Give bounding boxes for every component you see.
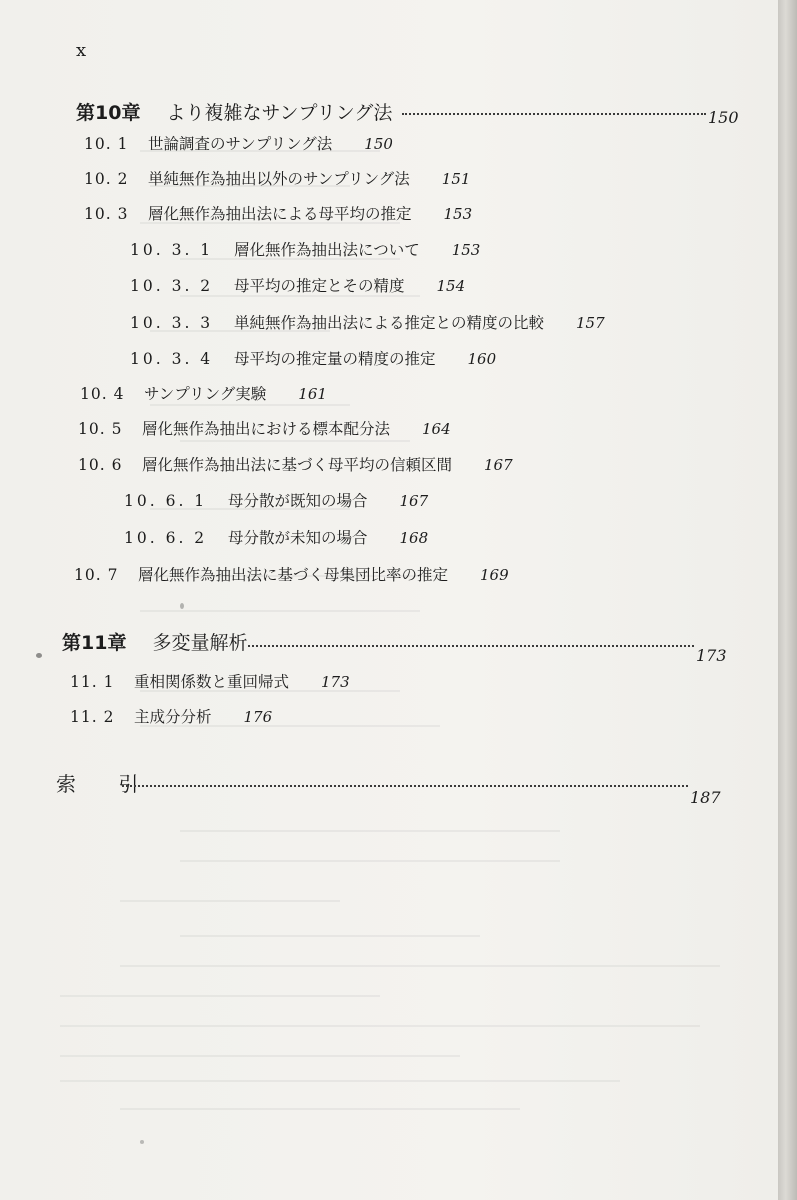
section-number: 10. 1	[84, 135, 129, 153]
chapter-title: より複雑なサンプリング法	[166, 102, 393, 124]
toc-subentry	[130, 274, 465, 296]
section-number: 10. 3. 2	[130, 277, 214, 295]
section-page: 167	[399, 492, 429, 510]
toc-subentry	[130, 238, 480, 260]
section-page: 153	[451, 241, 481, 259]
section-page: 167	[484, 456, 513, 474]
dot-leader	[402, 113, 706, 115]
paper-speck	[140, 1140, 144, 1144]
section-number: 10. 7	[74, 566, 119, 584]
section-number: 11. 2	[70, 708, 115, 726]
section-title: 母平均の推定量の精度の推定	[234, 350, 436, 368]
section-title: 母分散が既知の場合	[228, 492, 368, 510]
section-number: 10. 3. 3	[130, 314, 214, 332]
section-page: 150	[364, 135, 393, 153]
toc-entry	[70, 670, 350, 692]
section-title: 層化無作為抽出法に基づく母平均の信頼区間	[142, 456, 453, 474]
section-page: 176	[243, 708, 273, 726]
section-number: 10. 5	[78, 420, 123, 438]
section-page: 154	[436, 277, 466, 295]
section-title: 単純無作為抽出法による推定との精度の比較	[234, 314, 545, 332]
section-title: 単純無作為抽出以外のサンプリング法	[148, 170, 410, 188]
section-title: 層化無作為抽出法について	[234, 241, 420, 259]
index-page-number: 187	[690, 788, 721, 807]
toc-entry	[78, 417, 451, 439]
toc-entry	[84, 132, 393, 154]
dot-leader	[122, 785, 688, 787]
section-title: 母分散が未知の場合	[228, 529, 368, 547]
index-heading: 索 引	[56, 772, 157, 796]
section-title: 母平均の推定とその精度	[234, 277, 405, 295]
section-number: 10. 4	[80, 385, 125, 403]
section-page: 164	[422, 420, 451, 438]
toc-entry	[70, 705, 272, 727]
section-number: 10. 6. 2	[124, 529, 208, 547]
section-title: 重相関係数と重回帰式	[134, 673, 290, 691]
section-title: 主成分分析	[134, 708, 212, 726]
chapter-page-number: 150	[708, 108, 739, 127]
page-edge-shadow	[778, 0, 797, 1200]
section-title: サンプリング実験	[144, 385, 267, 403]
section-page: 153	[443, 205, 473, 223]
section-number: 10. 2	[84, 170, 129, 188]
section-page: 157	[576, 314, 605, 332]
section-title: 世論調査のサンプリング法	[148, 135, 333, 153]
paper-speck	[36, 653, 42, 658]
section-number: 11. 1	[70, 673, 115, 691]
section-page: 160	[467, 350, 497, 368]
paper-speck	[180, 603, 184, 609]
chapter-label: 第10章	[76, 102, 141, 124]
chapter-page-number: 173	[696, 646, 727, 665]
section-title: 層化無作為抽出における標本配分法	[142, 420, 391, 438]
section-page: 151	[441, 170, 471, 188]
section-number: 10. 3	[84, 205, 129, 223]
toc-entry	[84, 202, 472, 224]
section-number: 10. 6. 1	[124, 492, 208, 510]
dot-leader	[248, 645, 694, 647]
toc-entry	[80, 382, 327, 404]
toc-subentry	[124, 489, 428, 511]
toc-subentry	[130, 347, 496, 369]
chapter-heading	[76, 98, 392, 125]
section-title: 層化無作為抽出法による母平均の推定	[148, 205, 412, 223]
section-page: 168	[399, 529, 429, 547]
chapter-title: 多変量解析	[152, 632, 248, 654]
toc-entry	[74, 563, 509, 585]
section-number: 10. 3. 1	[130, 241, 214, 259]
section-title: 層化無作為抽出法に基づく母集団比率の推定	[138, 566, 449, 584]
toc-subentry	[124, 526, 428, 548]
section-page: 173	[321, 673, 350, 691]
toc-entry	[84, 167, 470, 189]
toc-entry	[78, 453, 513, 475]
section-page: 169	[480, 566, 509, 584]
section-number: 10. 6	[78, 456, 123, 474]
page-number: x	[76, 40, 87, 61]
section-page: 161	[298, 385, 327, 403]
chapter-heading	[62, 628, 247, 655]
chapter-label: 第11章	[62, 632, 127, 654]
section-number: 10. 3. 4	[130, 350, 214, 368]
toc-subentry	[130, 311, 605, 333]
